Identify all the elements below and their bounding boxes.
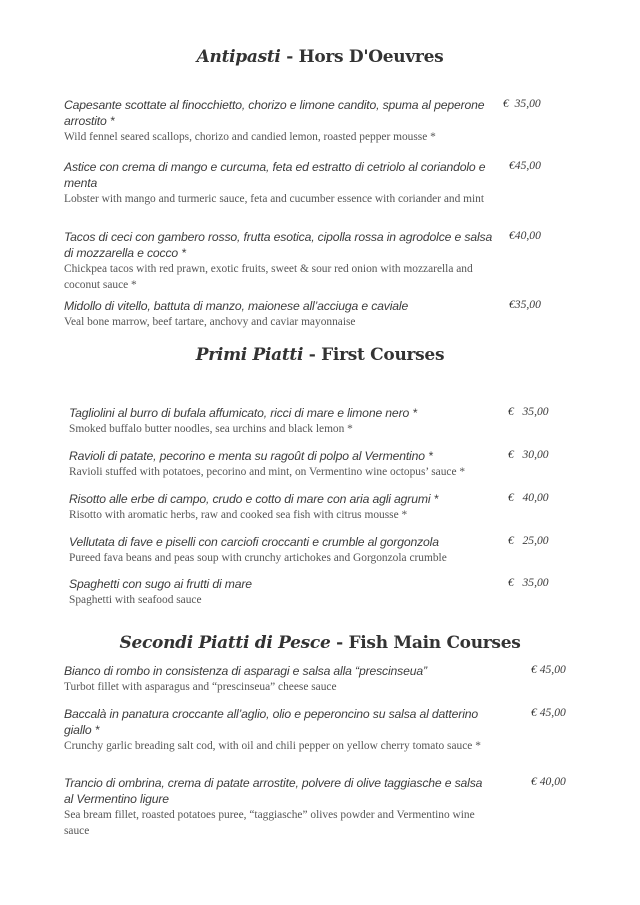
dish-name: Vellutata di fave e piselli con carciofi croccanti e crumble al gorgonzola bbox=[69, 535, 439, 549]
section-title-italian: Primi Piatti bbox=[195, 345, 304, 365]
dish-price: € 40,00 bbox=[508, 491, 549, 504]
dish-name: Astice con crema di mango e curcuma, feta ed estratto di cetriolo al coriandolo e menta bbox=[64, 160, 486, 190]
section-title-antipasti bbox=[0, 47, 640, 67]
section-title-italian: Secondi Piatti di Pesce bbox=[119, 633, 331, 653]
dish-name: Bianco di rombo in consistenza di asparagi e salsa alla “prescinseua” bbox=[64, 664, 427, 678]
dish-name: Ravioli di patate, pecorino e menta su ragoût di polpo al Vermentino * bbox=[69, 449, 433, 463]
menu-item bbox=[64, 298, 504, 331]
menu-item bbox=[64, 663, 504, 696]
dish-description: Crunchy garlic breading salt cod, with oil and chili pepper on yellow cherry tomato sauce * bbox=[64, 740, 481, 752]
dish-price: € 35,00 bbox=[508, 576, 549, 589]
dish-price: € 35,00 bbox=[503, 97, 541, 110]
dish-description: Ravioli stuffed with potatoes, pecorino and mint, on Vermentino wine octopus’ sauce * bbox=[69, 466, 466, 478]
menu-item bbox=[64, 159, 502, 208]
menu-item bbox=[69, 491, 509, 524]
dish-name: Tagliolini al burro di bufala affumicato, ricci di mare e limone nero * bbox=[69, 406, 417, 420]
dish-price: €40,00 bbox=[509, 229, 541, 242]
menu-item bbox=[69, 405, 509, 438]
menu-item bbox=[64, 229, 504, 293]
dish-price: € 45,00 bbox=[531, 706, 566, 719]
dish-name: Tacos di ceci con gambero rosso, frutta esotica, cipolla rossa in agrodolce e salsa di mozzarella e cocco * bbox=[64, 230, 493, 260]
dish-price: € 25,00 bbox=[508, 534, 549, 547]
dish-name: Midollo di vitello, battuta di manzo, maionese all’acciuga e caviale bbox=[64, 299, 409, 313]
section-title-italian: Antipasti bbox=[196, 47, 281, 67]
dish-name: Baccalà in panatura croccante all’aglio, olio e peperoncino su salsa al datterino giallo * bbox=[64, 707, 479, 737]
menu-item bbox=[69, 576, 509, 609]
dish-description: Chickpea tacos with red prawn, exotic fruits, sweet & sour red onion with mozzarella and coconut sauce * bbox=[64, 263, 473, 291]
dish-description: Wild fennel seared scallops, chorizo and candied lemon, roasted pepper mousse * bbox=[64, 131, 436, 143]
dish-description: Veal bone marrow, beef tartare, anchovy and caviar mayonnaise bbox=[64, 316, 356, 328]
menu-item bbox=[69, 448, 509, 481]
section-title-primi-piatti bbox=[0, 345, 640, 365]
dish-name: Spaghetti con sugo ai frutti di mare bbox=[69, 577, 252, 591]
dish-price: € 45,00 bbox=[531, 663, 566, 676]
dish-description: Spaghetti with seafood sauce bbox=[69, 594, 202, 606]
section-title-secondi-piatti bbox=[0, 633, 640, 653]
section-title-english: - First Courses bbox=[303, 345, 445, 365]
dish-price: € 30,00 bbox=[508, 448, 549, 461]
dish-description: Lobster with mango and turmeric sauce, feta and cucumber essence with coriander and mint bbox=[64, 193, 485, 205]
dish-price: € 35,00 bbox=[508, 405, 549, 418]
menu-item bbox=[69, 534, 509, 567]
menu-item bbox=[64, 706, 484, 755]
dish-price: €45,00 bbox=[509, 159, 541, 172]
dish-description: Risotto with aromatic herbs, raw and cooked sea fish with citrus mousse * bbox=[69, 509, 408, 521]
dish-description: Pureed fava beans and peas soup with crunchy artichokes and Gorgonzola crumble bbox=[69, 552, 447, 564]
dish-description: Smoked buffalo butter noodles, sea urchins and black lemon * bbox=[69, 423, 353, 435]
section-title-english: - Fish Main Courses bbox=[330, 633, 521, 653]
dish-price: € 40,00 bbox=[531, 775, 566, 788]
dish-description: Sea bream fillet, roasted potatoes puree, “taggiasche” olives powder and Vermentino wine sauce bbox=[64, 809, 475, 837]
section-title-english: - Hors D'Oeuvres bbox=[280, 47, 444, 67]
dish-name: Trancio di ombrina, crema di patate arrostite, polvere di olive taggiasche e salsa al Vermentino ligure bbox=[64, 776, 483, 806]
dish-description: Turbot fillet with asparagus and “prescinseua” cheese sauce bbox=[64, 681, 337, 693]
dish-name: Capesante scottate al finocchietto, chorizo e limone candito, spuma al peperone arrostito * bbox=[64, 98, 485, 128]
dish-price: €35,00 bbox=[509, 298, 541, 311]
dish-name: Risotto alle erbe di campo, crudo e cotto di mare con aria agli agrumi * bbox=[69, 492, 439, 506]
menu-item bbox=[64, 97, 494, 146]
menu-item bbox=[64, 775, 494, 839]
